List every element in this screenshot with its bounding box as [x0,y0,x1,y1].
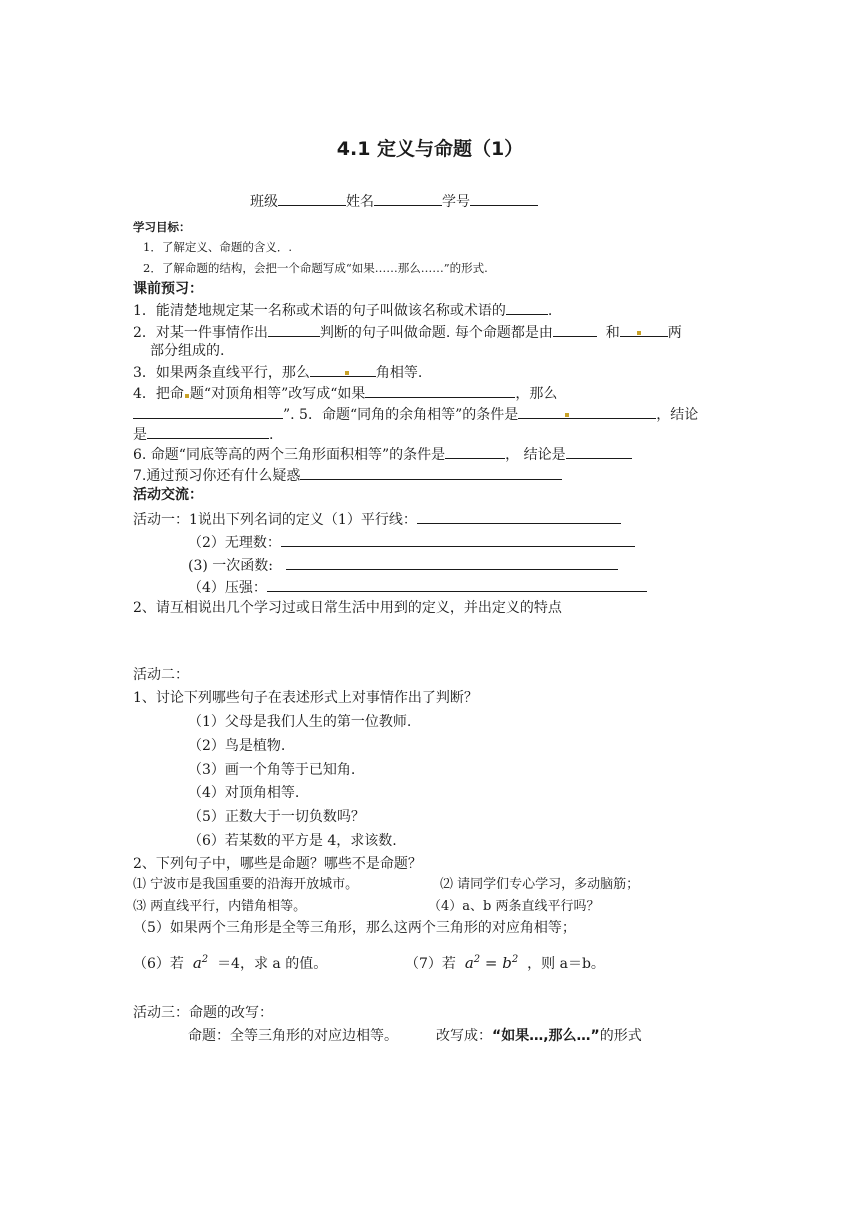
preview-q2-cont: 部分组成的. [150,343,225,359]
name-label: 姓名 [346,194,374,210]
goals-heading: 学习目标： [133,220,191,234]
dot-mark [565,413,569,417]
activity2-q2-2: ⑵ 请同学们专心学习，多动脑筋； [440,877,640,892]
preview-heading: 课前预习： [133,281,203,297]
activity1-item-3: (3) 一次函数: [188,555,618,575]
q6-conclusion-blank[interactable] [566,444,632,459]
q2-blank-3[interactable] [620,322,668,337]
preview-q1: 1．能清楚地规定某一名称或术语的句子叫做该名称或术语的 . [133,300,552,320]
preview-q3: 3．如果两条直线平行，那么 角相等. [133,362,422,382]
a-squared-formula: $a^2$ [192,954,209,972]
activity2-q1-item-1: （1）父母是我们人生的第一位教师. [188,714,412,730]
q6-condition-blank[interactable] [445,444,505,459]
activity1-intro: 活动一：1说出下列名词的定义（1）平行线： [133,509,621,529]
activity2-q1: 1、讨论下列哪些句子在表述形式上对事情作出了判断？ [133,690,478,706]
q4-blank-if[interactable] [365,383,515,398]
activity2-q2-6: （6）若 $a^2 =4$，求 a 的值。 [133,954,328,972]
page-title: 4.1 定义与命题（1） [336,138,524,160]
activity2-q2-5: （5）如果两个三角形是全等三角形，那么这两个三角形的对应角相等； [133,920,576,936]
q1-blank[interactable] [506,300,548,315]
dot-mark [345,371,349,375]
goal-item-2: 2．了解命题的结构，会把一个命题写成“如果……那么……”的形式. [143,261,488,275]
activity2-q2-1: ⑴ 宁波市是我国重要的沿海开放城市。 [133,877,359,892]
q5-condition-blank[interactable] [518,404,656,419]
activity2-q1-item-2: （2）鸟是植物. [188,738,286,754]
activity2-q1-item-6: （6）若某数的平方是 4，求该数. [188,833,397,849]
q7-blank[interactable] [300,465,562,480]
activity1-item-4: （4）压强： [188,577,647,597]
preview-q2: 2．对某一件事情作出 判断的句子叫做命题. 每个命题都是由 和 两 [133,322,682,342]
dot-mark [185,394,189,398]
preview-q4: 4．把命 题“对顶角相等”改写成“如果 ，那么 [133,383,557,403]
student-info-line [250,191,538,211]
activity2-q1-item-4: （4）对顶角相等. [188,785,300,801]
linear-function-blank[interactable] [286,555,618,570]
goal-item-1: 1．了解定义、命题的含义．. [143,240,292,254]
activity1-q2: 2、请互相说出几个学习过或日常生活中用到的定义，并出定义的特点 [133,600,562,616]
exchange-heading: 活动交流： [133,487,203,503]
class-blank[interactable] [278,191,346,206]
q4-blank-then[interactable] [133,404,283,419]
activity2-q2: 2、下列句子中，哪些是命题？哪些不是命题？ [133,856,422,872]
activity2-q2-3: ⑶ 两直线平行，内错角相等。 [133,899,307,914]
preview-q4-cont: ”. 5．命题“同角的余角相等”的条件是 ，结论 [133,404,698,424]
id-label: 学号 [442,194,470,210]
irrational-blank[interactable] [281,532,635,547]
preview-q6: 6. 命题“同底等高的两个三角形面积相等”的条件是 ， 结论是 [133,444,632,464]
activity2-q2-4: （4）a、b 两条直线平行吗？ [428,899,600,914]
pressure-blank[interactable] [267,577,647,592]
name-blank[interactable] [374,191,442,206]
activity1-item-2: （2）无理数： [188,532,635,552]
activity2-q2-7: （7）若 $a^2 = b^2$ ，则 a＝b。 [405,954,605,972]
q5-conclusion-blank[interactable] [147,424,269,439]
preview-q5-cont: 是 . [133,424,273,444]
activity2-q1-item-3: （3）画一个角等于已知角. [188,762,356,778]
activity3-line: 命题：全等三角形的对应边相等。 改写成：“如果…,那么…”的形式 [188,1028,642,1044]
a2-equals-b2-formula: $a^2 = b^2$ [464,954,519,972]
activity2-heading: 活动二： [133,667,189,683]
activity2-q1-item-5: （5）正数大于一切负数吗？ [188,809,365,825]
activity3-heading: 活动三：命题的改写： [133,1005,273,1021]
class-label: 班级 [250,194,278,210]
parallel-line-blank[interactable] [417,509,621,524]
id-blank[interactable] [470,191,538,206]
preview-q7: 7.通过预习你还有什么疑惑 [133,465,562,485]
dot-mark [637,331,641,335]
q2-blank-1[interactable] [268,322,320,337]
q2-blank-2[interactable] [553,322,597,337]
q3-blank[interactable] [310,362,376,377]
